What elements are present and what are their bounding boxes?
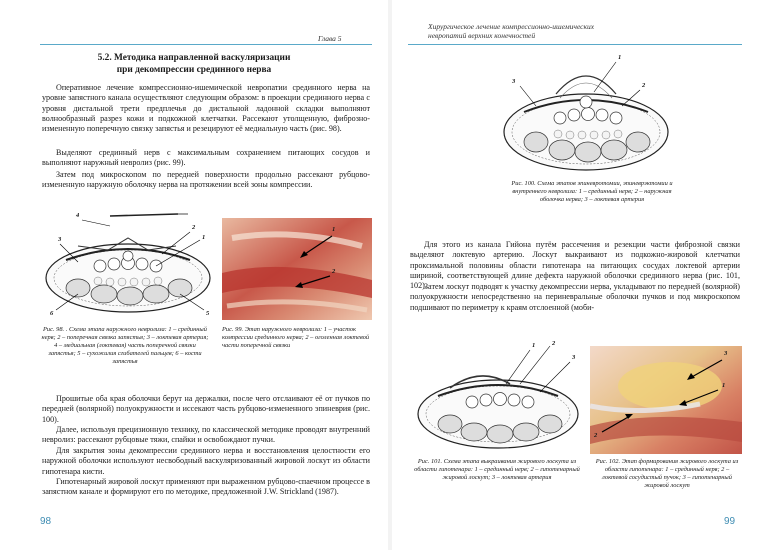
fig98-label-3: 3 xyxy=(58,236,62,243)
paragraph: Для этого из канала Гийона путём рассечения и резекции части фиброзной связки выделяют локтевую артерию. Лоскут выкраивают из подкожно-жировой клетчатки проксимальной половины области гипотенара на питающих сосудах локтевой артерии шириной, соответствующей длине дефекта наружной оболочки срединного нерва (рис. 101, 102). xyxy=(410,240,740,291)
figure-99-photo xyxy=(222,218,372,320)
left-page xyxy=(0,0,388,550)
fig99-label-2: 2 xyxy=(332,268,336,275)
paragraph: Оперативное лечение компрессионно-ишемической невропатии срединного нерва на уровне запястного канала осуществляют следующим образом: в проекции срединного нерва с уровня дистальной трети предплечья до дистальной ладонной складки выполняют волнообразный разрез кожи и подкожной клетчатки. Рассекают утолщенную, фиброзно-измененную поперечную связку запястья и резецируют её медиальную часть (рис. 98). xyxy=(42,83,370,134)
paragraph: Выделяют срединный нерв с максимальным сохранением питающих сосудов и выполняют наружный невролиз (рис. 99). xyxy=(42,148,370,168)
paragraph: Затем лоскут подводят к участку декомпрессии нерва, укладывают по передней (волярной) полуокружности непосредственно на периневральные оболочки пучков и под микроскопом подшивают по периметру к краям отслоенной (моби- xyxy=(410,282,740,312)
paragraph: Гипотенарный жировой лоскут применяют при выраженном рубцово-спаечном процессе в запястном канале и формируют его по методике, предложенной J.W. Strickland (1987). xyxy=(42,477,370,497)
fig102-label-1: 1 xyxy=(722,382,726,389)
chapter-label: Глава 5 xyxy=(318,34,342,43)
fig102-label-3: 3 xyxy=(724,350,728,357)
figure-100-diagram xyxy=(498,52,674,176)
figure-102-caption: Рис. 102. Этап формирования жирового лоскута из области гипотенара: 1 – срединный нерв; 2 – локтевой сосудистый пучок; 3 – гипотенарный жировой лоскут xyxy=(595,458,739,489)
figure-99-caption: Рис. 99. Этап наружного невролиза: 1 – участок компрессии срединного нерва; 2 – оголенная локтевой части поперечной связки xyxy=(222,326,370,349)
fig98-label-1: 1 xyxy=(202,234,206,241)
fig98-label-5: 5 xyxy=(206,310,210,317)
fig101-label-2: 2 xyxy=(552,340,556,347)
fig101-label-3: 3 xyxy=(572,354,576,361)
figure-98-caption: Рис. 98. . Схема этапа наружного невролиза: 1 – срединный нерв; 2 – поперечная связка запястья; 3 – локтевая артерия; 4 – медиальная (локтевая) часть поперечной связки запястья; 5 – сухожилия сгибателей пальцев; 6 – кости запястья xyxy=(41,326,209,365)
header-rule xyxy=(408,44,742,45)
page-number: 98 xyxy=(40,516,52,527)
fig98-label-6: 6 xyxy=(50,310,54,317)
figure-100-caption: Рис. 100. Схема этапов эпиневротомии, эпиневрэктомии и внутреннего невролиза: 1 – срединный нерв; 2 – наружная оболочка нерва; 3 – локтевая артерия xyxy=(511,180,673,203)
section-title-line2: при декомпрессии срединного нерва xyxy=(116,65,272,75)
section-title-line1: 5.2. Методика направленной васкуляризации xyxy=(97,53,291,63)
fig98-label-2: 2 xyxy=(192,224,196,231)
figure-101-diagram xyxy=(410,340,586,454)
paragraph: Прошитые оба края оболочки берут на держалки, после чего отслаивают её от пучков по передней (волярной) полуокружности и иссекают часть рубцово-измененного эпиневрия (рис. 100). xyxy=(42,394,370,424)
running-head-line2: невропатий верхних конечностей xyxy=(428,31,536,40)
fig100-label-1: 1 xyxy=(618,54,622,61)
fig98-label-4: 4 xyxy=(76,212,80,219)
fig99-label-1: 1 xyxy=(332,226,336,233)
running-head-line1: Хирургическое лечение компрессионно-ишемических xyxy=(428,22,595,31)
right-page xyxy=(392,0,780,550)
paragraph: Затем под микроскопом по передней поверхности продольно рассекают рубцово-измененную наружную оболочку нерва на протяжении всей зоны компрессии. xyxy=(42,170,370,190)
paragraph: Для закрытия зоны декомпрессии срединного нерва и восстановления целостности его наружной оболочки используют несвободный васкуляризованный жировой лоскут из области гипотенара кисти. xyxy=(42,446,370,476)
fig100-label-2: 2 xyxy=(642,82,646,89)
fig101-label-1: 1 xyxy=(532,342,536,349)
paragraph: Далее, используя прецизионную технику, по классической методике проводят внутренний невролиз: рассекают рубцовые тяжи, спайки и освобождают пучки. xyxy=(42,425,370,445)
figure-98-diagram xyxy=(38,210,216,322)
fig100-label-3: 3 xyxy=(512,78,516,85)
figure-101-caption: Рис. 101. Схема этапа выкраивания жирового лоскута из области гипотенара: 1 – срединный нерв; 2 – гипотенарный жировой лоскут; 3 – локтевая артерия xyxy=(414,458,580,481)
fig102-label-2: 2 xyxy=(594,432,598,439)
figure-102-photo xyxy=(590,346,742,454)
page-number: 99 xyxy=(724,516,736,527)
header-rule xyxy=(40,44,372,45)
